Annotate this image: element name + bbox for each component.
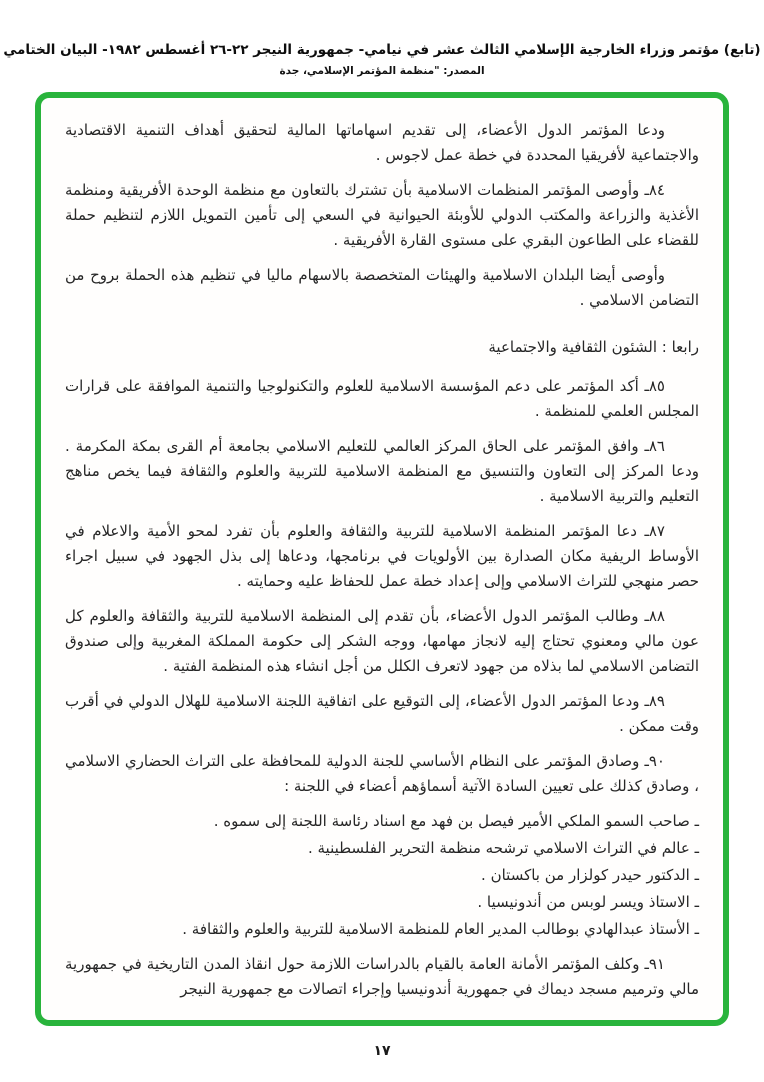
list-item: ـ عالم في التراث الاسلامي ترشحه منظمة التحرير الفلسطينية . — [307, 839, 699, 857]
paragraph: وأوصى أيضا البلدان الاسلامية والهيئات المتخصصة بالاسهام ماليا في تنظيم هذه الحملة بروح من التضامن الاسلامي . — [65, 266, 699, 309]
section-heading: رابعا : الشئون الثقافية والاجتماعية — [488, 338, 699, 356]
paragraph: ٨٧ـ دعا المؤتمر المنظمة الاسلامية للتربية والثقافة والعلوم بأن تفرد لمحو الأمية والاعلام في الأوساط الريفية مكان الصدارة بين الأولويات في برنامجها، ودعاها إلى بذل الجهود في سبيل اجراء حصر منهجي للتراث الاسلامي وإلى إعداد خطة عمل للحفاظ عليه وحمايته . — [65, 522, 699, 590]
list-item: ـ الأستاذ عبدالهادي بوطالب المدير العام للمنظمة الاسلامية للتربية والعلوم والثقافة . — [182, 920, 699, 938]
paragraph: ٨٦ـ وافق المؤتمر على الحاق المركز العالمي للتعليم الاسلامي بجامعة أم القرى بمكة المكرمة . ودعا المركز إلى التعاون والتنسيق مع المنظمة الاسلامية للتربية والعلوم والثقافة فيما يخص مناهج التعليم والتربية الاسلامية . — [65, 437, 699, 505]
scan-frame — [35, 92, 729, 1026]
paragraph: ٨٥ـ أكد المؤتمر على دعم المؤسسة الاسلامية للعلوم والتكنولوجيا والتنمية الموافقة على قرارات المجلس العلمي للمنظمة . — [65, 377, 699, 420]
document-header — [0, 0, 764, 77]
paragraph: ٨٨ـ وطالب المؤتمر الدول الأعضاء، بأن تقدم إلى المنظمة الاسلامية للتربية والثقافة والعلوم كل عون مالي ومعنوي تحتاج إليه لانجاز مهامها، ووجه الشكر إلى حكومة المملكة المغربية وإلى صندوق التضامن الاسلامي لما بذلاه من جهود لاتعرف الكلل من أجل انشاء هذه المنظمة الفتية . — [65, 607, 699, 675]
document-source: المصدر: "منظمة المؤتمر الإسلامي، جدة — [279, 65, 485, 77]
paragraph: ودعا المؤتمر الدول الأعضاء، إلى تقديم اسهاماتها المالية لتحقيق أهداف التنمية الاقتصادية والاجتماعية لأفريقيا المحددة في خطة عمل لاجوس . — [65, 121, 699, 164]
paragraph: ٨٤ـ وأوصى المؤتمر المنظمات الاسلامية بأن تشترك بالتعاون مع منظمة الوحدة الأفريقية ومنظمة الأغذية والزراعة والمكتب الدولي للأوبئة الحيوانية في السعي إلى تأمين التمويل اللازم لتنظيم حملة للقضاء على الطاعون البقري على مستوى القارة الأفريقية . — [65, 181, 699, 249]
document-body — [65, 118, 699, 1002]
page-number: ١٧ — [373, 1043, 391, 1059]
list-item: ـ الاستاذ ويسر لوبس من أندونيسيا . — [477, 893, 699, 911]
list-item: ـ الدكتور حيدر كولزار من باكستان . — [481, 866, 699, 884]
paragraph: ٨٩ـ ودعا المؤتمر الدول الأعضاء، إلى التوقيع على اتفاقية اللجنة الاسلامية للهلال الدولي في أقرب وقت ممكن . — [65, 692, 699, 735]
document-title: (تابع) مؤتمر وزراء الخارجية الإسلامي الثالث عشر في نيامي- جمهورية النيجر ٢٢-٢٦ أغسطس ١٩٨٢- البيان الختامي — [3, 42, 761, 58]
list-item: ـ صاحب السمو الملكي الأمير فيصل بن فهد مع اسناد رئاسة اللجنة إلى سموه . — [213, 812, 699, 830]
paragraph: ٩١ـ وكلف المؤتمر الأمانة العامة بالقيام بالدراسات اللازمة حول انقاذ المدن التاريخية في جمهورية مالي وترميم مسجد ديماك في جمهورية أندونيسيا وإجراء اتصالات مع جمهورية النيجر — [65, 955, 699, 998]
paragraph: ٩٠ـ وصادق المؤتمر على النظام الأساسي للجنة الدولية للمحافظة على التراث الحضاري الاسلامي ، وصادق كذلك على تعيين السادة الآتية أسماؤهم أعضاء في اللجنة : — [65, 752, 699, 795]
